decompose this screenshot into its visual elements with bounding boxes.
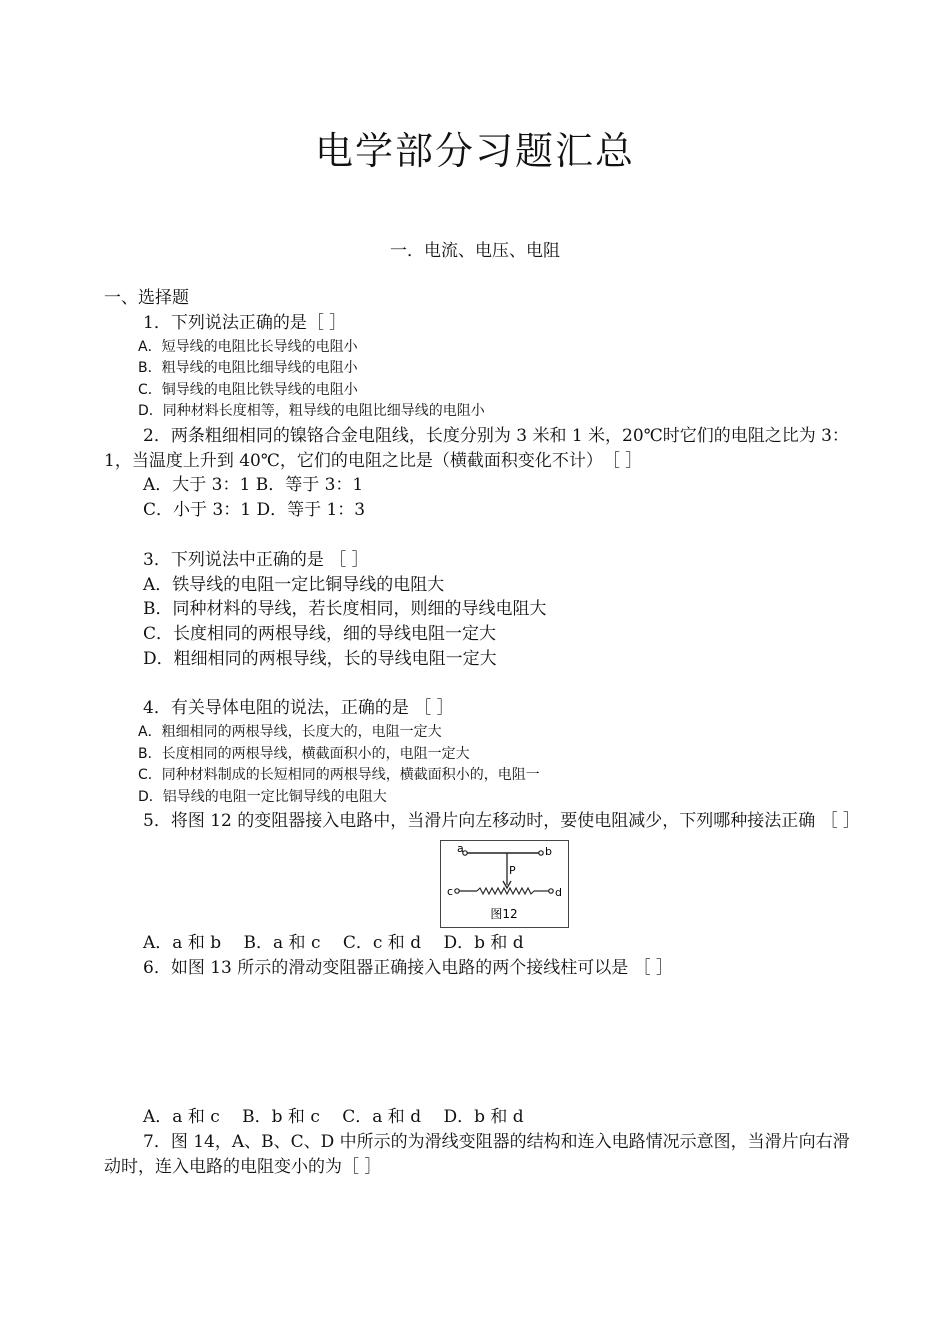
q4-option-b: B．长度相同的两根导线，横截面积小的，电阻一定大 [138,746,470,762]
resistance-coil [477,888,534,894]
label-d: d [555,886,562,899]
terminal-d [549,889,553,893]
q1-stem: 1．下列说法正确的是［ ］ [143,313,347,333]
q5-options: A．a 和 b B．a 和 c C．c 和 d D．b 和 d [143,933,524,953]
q4-option-d: D．铝导线的电阻一定比铜导线的电阻大 [138,789,387,805]
q6-stem: 6．如图 13 所示的滑动变阻器正确接入电路的两个接线柱可以是 ［ ］ [143,958,674,978]
part-heading: 一、选择题 [104,288,189,308]
label-b: b [545,845,552,858]
q3-option-c: C．长度相同的两根导线，细的导线电阻一定大 [143,624,497,644]
rheostat-figure-12 [440,840,569,928]
q2-stem-line1: 2．两条粗细相同的镍铬合金电阻线，长度分别为 3 米和 1 米，20℃时它们的电阻之比为 3： [143,426,849,446]
q4-stem: 4．有关导体电阻的说法，正确的是 ［ ］ [143,698,454,718]
q2-stem-line2: 1，当温度上升到 40℃，它们的电阻之比是（横截面积变化不计） ［ ］ [104,451,643,471]
q5-stem: 5．将图 12 的变阻器接入电路中，当滑片向左移动时，要使电阻减少，下列哪种接法正确 ［ ］ [143,811,861,831]
terminal-b [539,851,543,855]
q2-options-cd: C．小于 3：1 D．等于 1：3 [143,500,366,520]
q3-option-b: B．同种材料的导线，若长度相同，则细的导线电阻大 [143,599,547,619]
q1-option-a: A．短导线的电阻比长导线的电阻小 [138,339,358,355]
q1-option-c: C．铜导线的电阻比铁导线的电阻小 [138,382,358,398]
q3-option-d: D．粗细相同的两根导线，长的导线电阻一定大 [143,649,497,669]
figure-caption: 图12 [490,907,518,921]
label-c: c [447,885,454,898]
q7-stem-line2: 动时，连入电路的电阻变小的为［ ］ [104,1157,382,1177]
section-heading: 一．电流、电压、电阻 [390,241,560,261]
terminal-c [455,889,459,893]
q7-stem-line1: 7．图 14，A、B、C、D 中所示的为滑线变阻器的结构和连入电路情况示意图，当滑片向右滑 [143,1132,850,1152]
q4-option-c: C．同种材料制成的长短相同的两根导线，横截面积小的，电阻一 [138,767,540,783]
q4-option-a: A．粗细相同的两根导线，长度大的，电阻一定大 [138,724,442,740]
label-p: P [509,864,516,877]
q3-option-a: A．铁导线的电阻一定比铜导线的电阻大 [143,575,445,595]
q1-option-b: B．粗导线的电阻比细导线的电阻小 [138,360,358,376]
label-a: a [457,842,464,855]
q2-options-ab: A．大于 3：1 B．等于 3：1 [143,475,364,495]
q1-option-d: D．同种材料长度相等，粗导线的电阻比细导线的电阻小 [138,403,485,419]
document-title: 电学部分习题汇总 [314,129,635,173]
q6-options: A．a 和 c B．b 和 c C．a 和 d D．b 和 d [143,1107,524,1127]
q3-stem: 3．下列说法中正确的是 ［ ］ [143,550,369,570]
